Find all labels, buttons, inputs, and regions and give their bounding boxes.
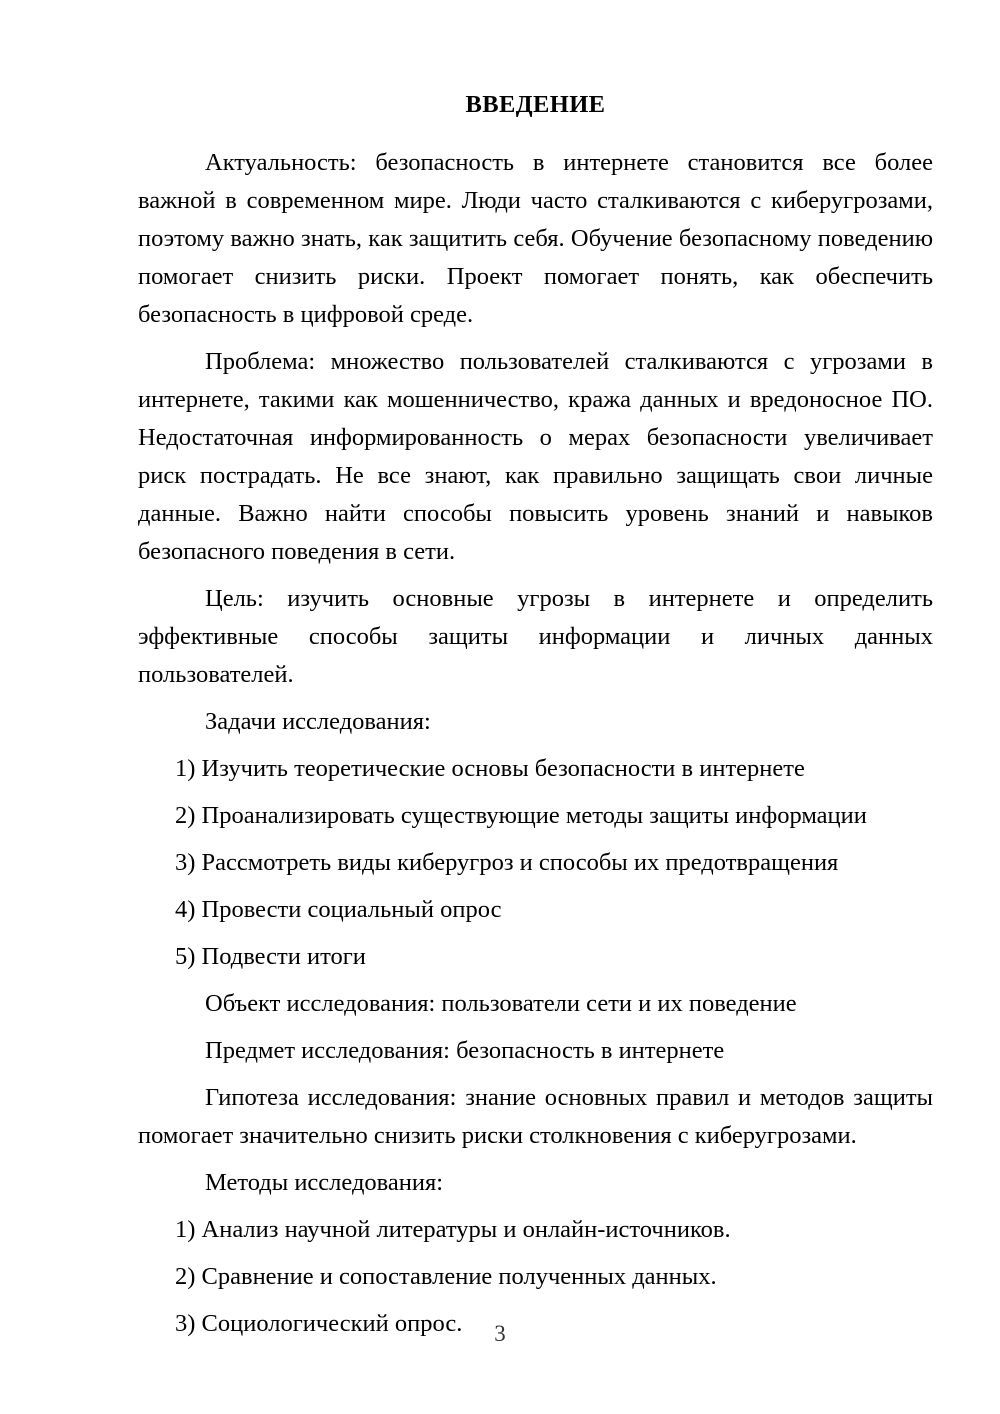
paragraph-relevance: Актуальность: безопасность в интернете становится все более важной в современном мире. Люди часто сталкиваются с киберугрозами, поэтому важно знать, как защитить себя. Обучение безопасному поведению помогает снизить риски. Проект помогает понять, как обеспечить безопасность в цифровой среде. <box>138 149 933 329</box>
list-item: 3) Социологический опрос. <box>175 1310 463 1338</box>
tasks-heading: Задачи исследования: <box>205 708 431 736</box>
page-number: 3 <box>494 1321 506 1346</box>
list-item: 3) Рассмотреть виды киберугроз и способы их предотвращения <box>175 849 839 877</box>
methods-heading: Методы исследования: <box>205 1169 444 1197</box>
document-body <box>138 88 933 1352</box>
list-item: 4) Провести социальный опрос <box>175 896 502 924</box>
paragraph-hypothesis: Гипотеза исследования: знание основных правил и методов защиты помогает значительно снизить риски столкновения с киберугрозами. <box>138 1084 933 1150</box>
paragraph-goal: Цель: изучить основные угрозы в интернете и определить эффективные способы защиты информации и личных данных пользователей. <box>138 585 933 689</box>
tasks-list <box>138 750 933 976</box>
paragraph-problem: Проблема: множество пользователей сталкиваются с угрозами в интернете, такими как мошенничество, кража данных и вредоносное ПО. Недостаточная информированность о мерах безопасности увеличивает риск пострадать. Не все знают, как правильно защищать свои личные данные. Важно найти способы повысить уровень знаний и навыков безопасного поведения в сети. <box>138 348 933 566</box>
research-subject-line: Предмет исследования: безопасность в интернете <box>205 1037 725 1065</box>
list-item: 1) Анализ научной литературы и онлайн-источников. <box>175 1216 731 1244</box>
list-item: 2) Проанализировать существующие методы защиты информации <box>175 802 867 830</box>
research-object-line: Объект исследования: пользователи сети и их поведение <box>205 990 797 1018</box>
list-item: 2) Сравнение и сопоставление полученных данных. <box>175 1263 717 1291</box>
page-title: ВВЕДЕНИЕ <box>465 91 606 118</box>
list-item: 5) Подвести итоги <box>175 943 366 971</box>
list-item: 1) Изучить теоретические основы безопасности в интернете <box>175 755 805 783</box>
